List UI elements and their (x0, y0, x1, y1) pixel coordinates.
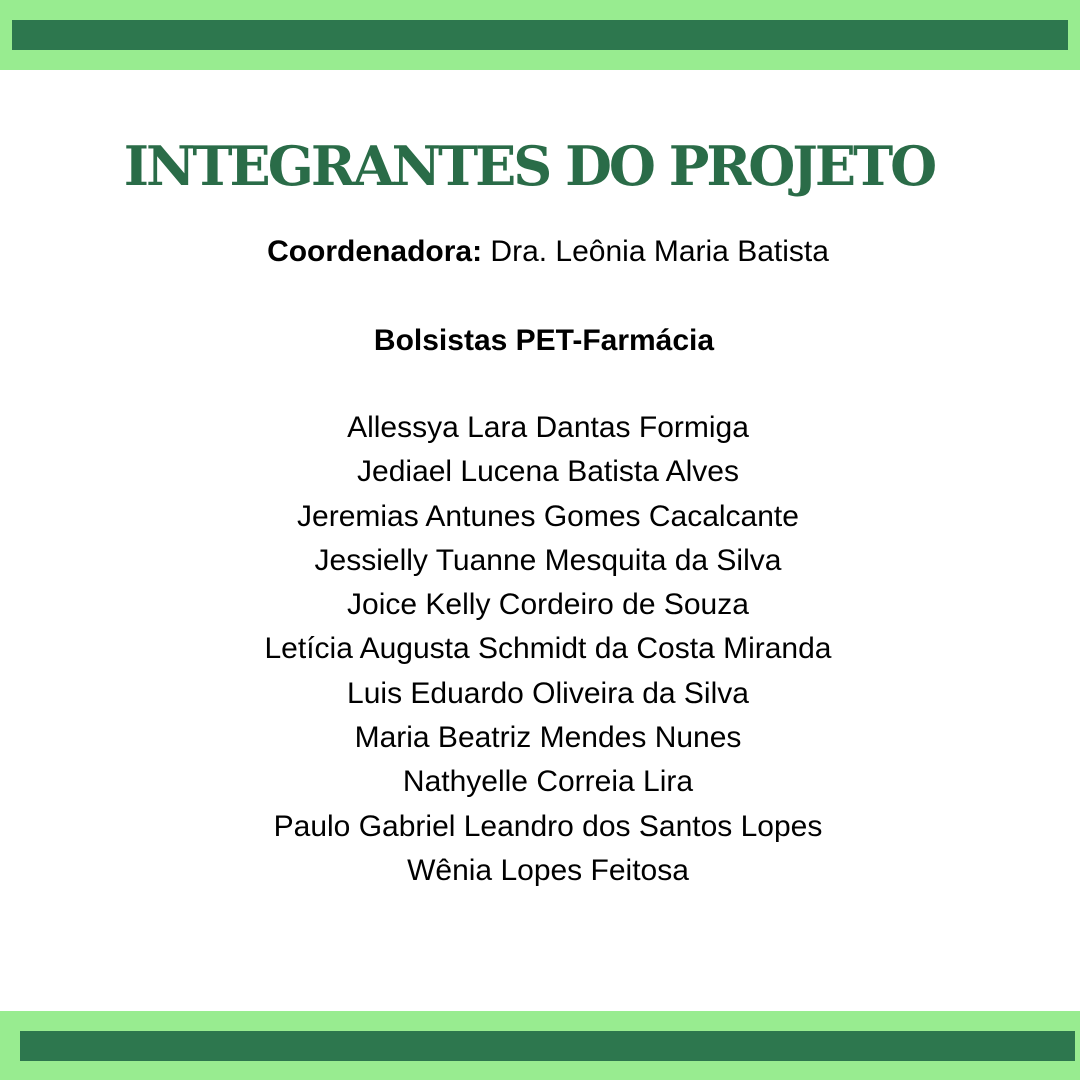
coordinator-label: Coordenadora: (267, 235, 483, 268)
coordinator-line (0, 233, 1080, 271)
top-border-band (0, 0, 1080, 70)
bottom-border-band (0, 1011, 1080, 1080)
member-name: Letícia Augusta Schmidt da Costa Miranda (264, 632, 832, 666)
page-title: INTEGRANTES DO PROJETO (123, 134, 935, 198)
members-list (0, 406, 1080, 893)
member-name: Jediael Lucena Batista Alves (357, 455, 739, 489)
member-name: Paulo Gabriel Leandro dos Santos Lopes (273, 809, 823, 843)
member-name: Joice Kelly Cordeiro de Souza (347, 588, 749, 622)
top-border-bar (12, 20, 1068, 50)
member-name: Nathyelle Correia Lira (402, 765, 694, 799)
section-subtitle: Bolsistas PET-Farmácia (373, 324, 715, 357)
bottom-border-bar (20, 1031, 1075, 1061)
member-name: Wênia Lopes Feitosa (407, 853, 689, 887)
member-name: Allessya Lara Dantas Formiga (347, 411, 749, 444)
member-name: Maria Beatriz Mendes Nunes (354, 721, 742, 755)
coordinator-name: Dra. Leônia Maria Batista (482, 235, 829, 268)
member-name: Jeremias Antunes Gomes Cacalcante (297, 499, 799, 533)
member-name: Luis Eduardo Oliveira da Silva (347, 676, 749, 710)
member-name: Jessielly Tuanne Mesquita da Silva (314, 543, 782, 577)
